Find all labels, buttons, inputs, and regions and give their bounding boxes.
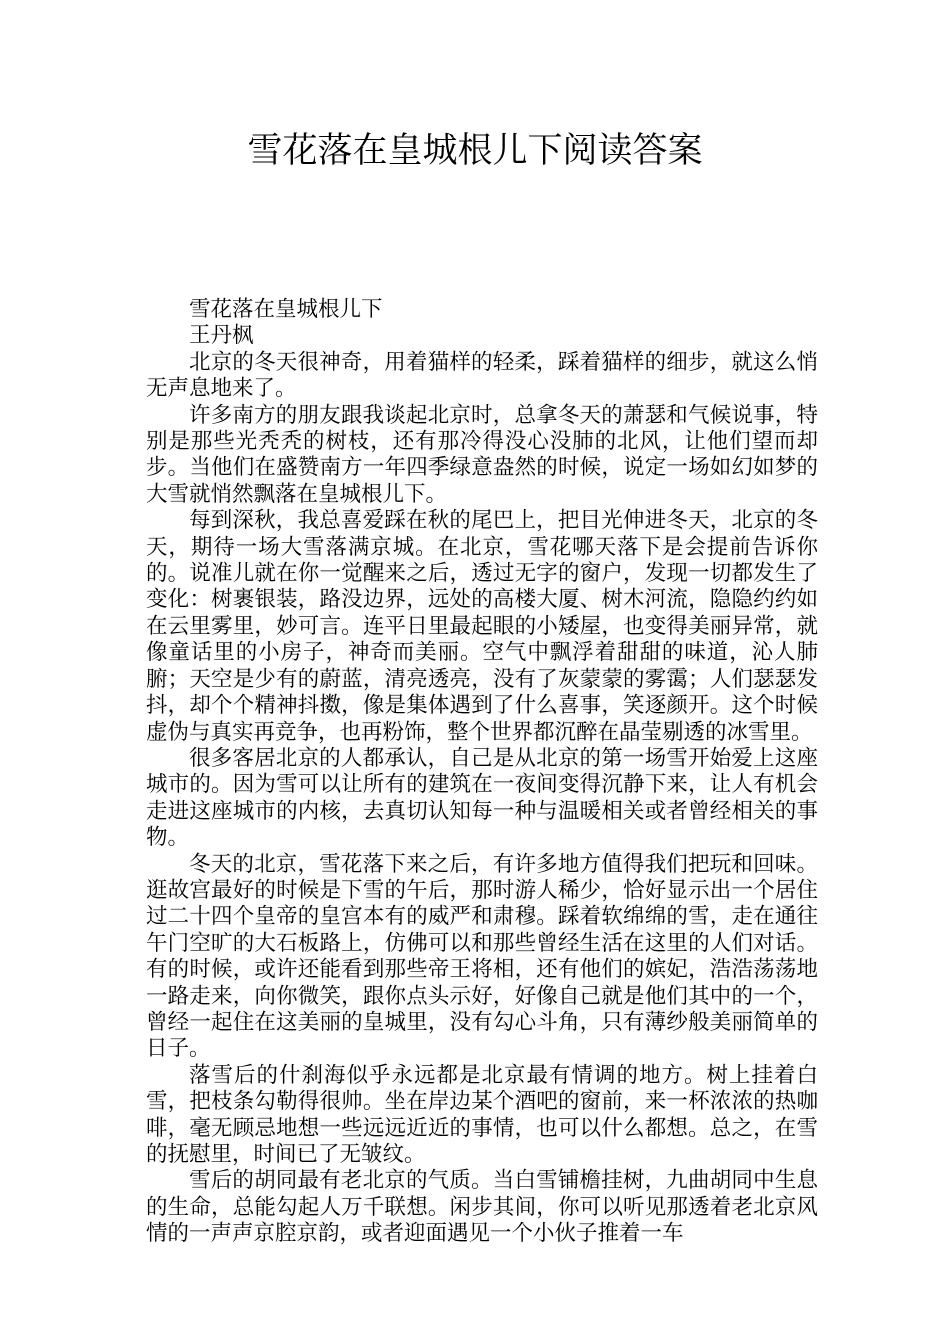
paragraph: 许多南方的朋友跟我谈起北京时，总拿冬天的萧瑟和气候说事，特别是那些光秃秃的树枝，还有那冷得没心没肺的北风，让他们望而却步。当他们在盛赞南方一年四季绿意盎然的时候，说定一场如幻如梦的大雪就悄然飘落在皇城根儿下。 bbox=[146, 402, 818, 507]
article-title: 雪花落在皇城根儿下 bbox=[189, 297, 383, 322]
paragraph: 很多客居北京的人都承认，自己是从北京的第一场雪开始爱上这座城市的。因为雪可以让所有的建筑在一夜间变得沉静下来，让人有机会走进这座城市的内核，去真切认知每一种与温暖相关或者曾经相关的事物。 bbox=[146, 745, 818, 851]
document-title: 雪花落在皇城根儿下阅读答案 bbox=[247, 131, 703, 171]
paragraph: 每到深秋，我总喜爱踩在秋的尾巴上，把目光伸进冬天，北京的冬天，期待一场大雪落满京城。在北京，雪花哪天落下是会提前告诉你的。说准儿就在你一觉醒来之后，透过无字的窗户，发现一切都发生了变化：树裹银装，路没边界，远处的高楼大厦、树木河流，隐隐约约如在云里雾里，妙可言。连平日里最起眼的小矮屋，也变得美丽异常，就像童话里的小房子，神奇而美丽。空气中飘浮着甜甜的味道，沁人肺腑；天空是少有的蔚蓝，清亮透亮，没有了灰蒙蒙的雾霭；人们瑟瑟发抖，却个个精神抖擞，像是集体遇到了什么喜事，笑逐颜开。这个时候虚伪与真实再竞争，也再粉饰，整个世界都沉醉在晶莹剔透的冰雪里。 bbox=[146, 508, 818, 745]
paragraph: 北京的冬天很神奇，用着猫样的轻柔，踩着猫样的细步，就这么悄无声息地来了。 bbox=[146, 349, 818, 402]
paragraph: 落雪后的什刹海似乎永远都是北京最有情调的地方。树上挂着白雪，把枝条勾勒得很帅。坐在岸边某个酒吧的窗前，来一杯浓浓的热咖啡，毫无顾忌地想一些远远近近的事情，也可以什么都想。总之，在雪的抚慰里，时间已了无皱纹。 bbox=[146, 1062, 818, 1167]
article-body bbox=[146, 297, 818, 1248]
article-author: 王丹枫 bbox=[189, 323, 254, 349]
paragraph: 冬天的北京，雪花落下来之后，有许多地方值得我们把玩和回味。逛故宫最好的时候是下雪的午后，那时游人稀少，恰好显示出一个居住过二十四个皇帝的皇宫本有的威严和肃穆。踩着软绵绵的雪，走在通往午门空旷的大石板路上，仿佛可以和那些曾经生活在这里的人们对话。有的时候，或许还能看到那些帝王将相，还有他们的嫔妃，浩浩荡荡地一路走来，向你微笑，跟你点头示好，好像自己就是他们其中的一个，曾经一起住在这美丽的皇城里，没有勾心斗角，只有薄纱般美丽简单的日子。 bbox=[146, 851, 818, 1062]
paragraph: 雪后的胡同最有老北京的气质。当白雪铺檐挂树，九曲胡同中生息的生命，总能勾起人万千联想。闲步其间，你可以听见那透着老北京风情的一声声京腔京韵，或者迎面遇见一个小伙子推着一车 bbox=[146, 1168, 818, 1247]
